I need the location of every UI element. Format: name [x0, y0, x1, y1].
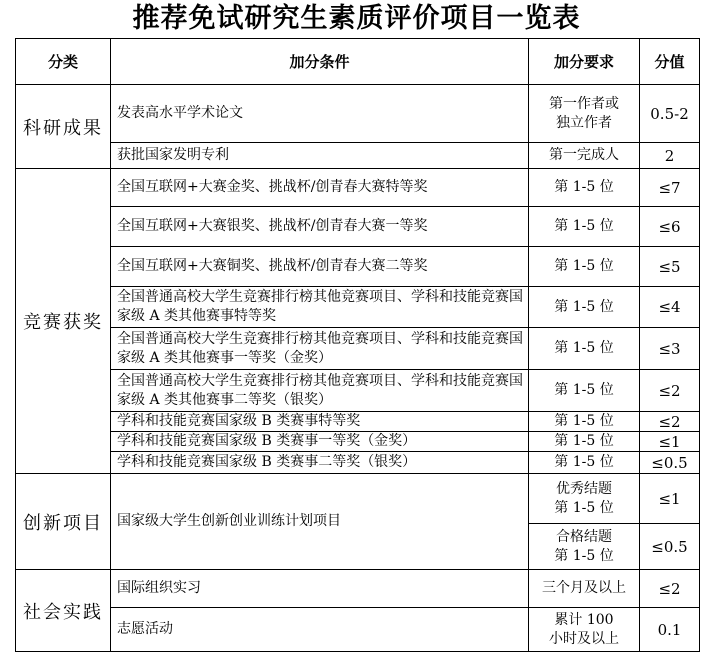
- category-competition: 竞赛获奖: [16, 169, 111, 474]
- table-row: [16, 570, 700, 608]
- score-cell: ≤2: [640, 370, 700, 412]
- table-row: [16, 207, 700, 247]
- requirement-cell: 第 1-5 位: [529, 247, 640, 287]
- score-cell: ≤0.5: [640, 524, 700, 570]
- requirement-cell: 第 1-5 位: [529, 287, 640, 328]
- category-practice: 社会实践: [16, 570, 111, 652]
- header-condition: 加分条件: [111, 39, 529, 85]
- category-research: 科研成果: [16, 85, 111, 169]
- condition-cell: 学科和技能竞赛国家级 B 类赛事一等奖（金奖）: [111, 432, 529, 452]
- requirement-cell: 优秀结题 第 1-5 位: [529, 474, 640, 524]
- requirement-cell: 第 1-5 位: [529, 169, 640, 207]
- condition-cell: 全国互联网+大赛铜奖、挑战杯/创青春大赛二等奖: [111, 247, 529, 287]
- requirement-cell: 累计 100 小时及以上: [529, 608, 640, 652]
- condition-cell: 全国普通高校大学生竞赛排行榜其他竞赛项目、学科和技能竞赛国家级 A 类其他赛事一等奖（金奖）: [111, 328, 529, 370]
- requirement-cell: 第 1-5 位: [529, 412, 640, 432]
- table-row: [16, 328, 700, 370]
- condition-cell: 全国互联网+大赛金奖、挑战杯/创青春大赛特等奖: [111, 169, 529, 207]
- score-cell: ≤3: [640, 328, 700, 370]
- score-cell: ≤5: [640, 247, 700, 287]
- condition-cell: 学科和技能竞赛国家级 B 类赛事特等奖: [111, 412, 529, 432]
- score-cell: ≤7: [640, 169, 700, 207]
- score-cell: ≤1: [640, 432, 700, 452]
- condition-cell: 发表高水平学术论文: [111, 85, 529, 143]
- header-score: 分值: [640, 39, 700, 85]
- table-row: [16, 370, 700, 412]
- requirement-cell: 第 1-5 位: [529, 370, 640, 412]
- score-cell: ≤6: [640, 207, 700, 247]
- requirement-cell: 三个月及以上: [529, 570, 640, 608]
- requirement-cell: 第 1-5 位: [529, 452, 640, 474]
- table-row: [16, 287, 700, 328]
- score-cell: 0.1: [640, 608, 700, 652]
- condition-cell: 全国互联网+大赛银奖、挑战杯/创青春大赛一等奖: [111, 207, 529, 247]
- condition-cell: 全国普通高校大学生竞赛排行榜其他竞赛项目、学科和技能竞赛国家级 A 类其他赛事二等奖（银奖）: [111, 370, 529, 412]
- table-row: [16, 85, 700, 143]
- condition-cell: 国家级大学生创新创业训练计划项目: [111, 474, 529, 570]
- category-innovation: 创新项目: [16, 474, 111, 570]
- table-row: [16, 169, 700, 207]
- table-row: [16, 608, 700, 652]
- requirement-cell: 第一作者或 独立作者: [529, 85, 640, 143]
- condition-cell: 志愿活动: [111, 608, 529, 652]
- score-cell: ≤4: [640, 287, 700, 328]
- score-cell: ≤2: [640, 412, 700, 432]
- requirement-cell: 第 1-5 位: [529, 328, 640, 370]
- condition-cell: 学科和技能竞赛国家级 B 类赛事二等奖（银奖）: [111, 452, 529, 474]
- requirement-cell: 第 1-5 位: [529, 207, 640, 247]
- header-category: 分类: [16, 39, 111, 85]
- table-row: [16, 412, 700, 432]
- header-requirement: 加分要求: [529, 39, 640, 85]
- requirement-cell: 第 1-5 位: [529, 432, 640, 452]
- condition-cell: 全国普通高校大学生竞赛排行榜其他竞赛项目、学科和技能竞赛国家级 A 类其他赛事特等奖: [111, 287, 529, 328]
- header-row: [16, 39, 700, 85]
- condition-cell: 国际组织实习: [111, 570, 529, 608]
- score-cell: ≤0.5: [640, 452, 700, 474]
- requirement-cell: 合格结题 第 1-5 位: [529, 524, 640, 570]
- score-cell: ≤1: [640, 474, 700, 524]
- score-cell: 0.5-2: [640, 85, 700, 143]
- evaluation-table: [15, 38, 700, 652]
- score-cell: 2: [640, 143, 700, 169]
- table-row: [16, 143, 700, 169]
- table-row: [16, 474, 700, 524]
- table-row: [16, 432, 700, 452]
- score-cell: ≤2: [640, 570, 700, 608]
- table-row: [16, 452, 700, 474]
- table-row: [16, 247, 700, 287]
- requirement-cell: 第一完成人: [529, 143, 640, 169]
- page-title: 推荐免试研究生素质评价项目一览表: [132, 3, 581, 34]
- condition-cell: 获批国家发明专利: [111, 143, 529, 169]
